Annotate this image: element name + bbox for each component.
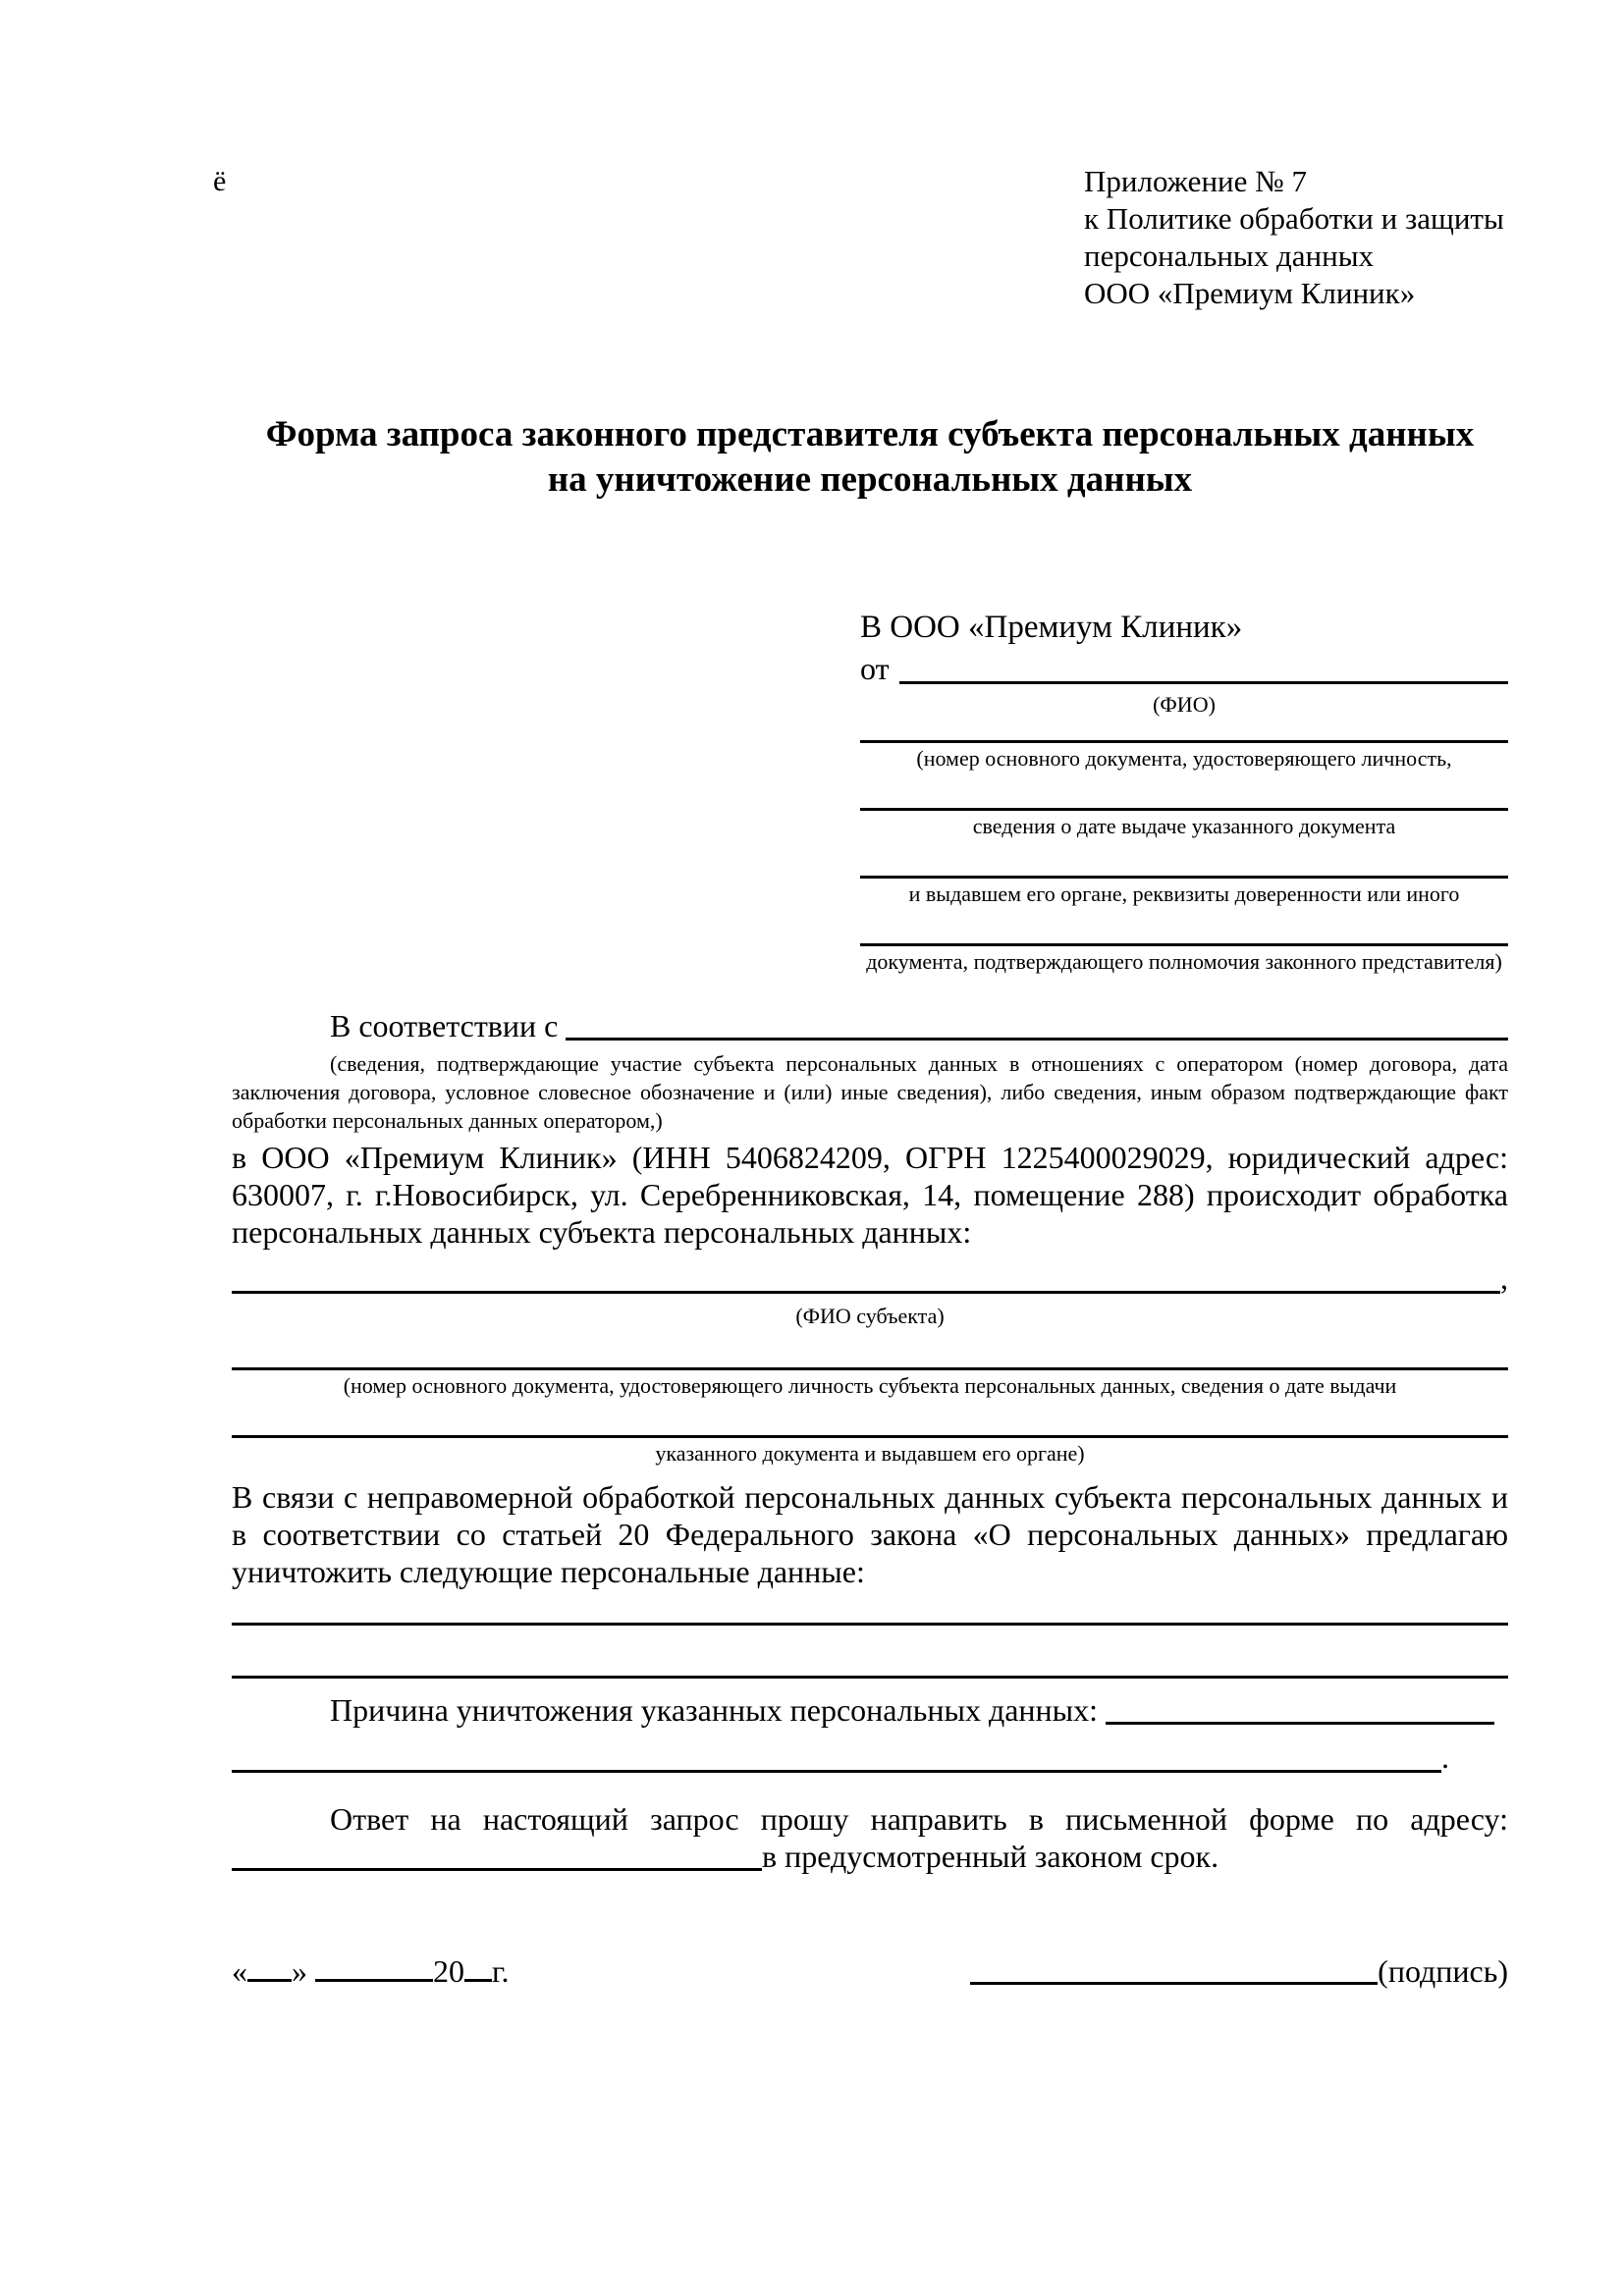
doc-info-caption-4: документа, подтверждающего полномочия законного представителя) bbox=[866, 949, 1502, 974]
signature-row bbox=[232, 1951, 1508, 1991]
operator-paragraph: в ООО «Премиум Клиник» (ИНН 5406824209, ОГРН 1225400029029, юридический адрес: 630007, г. г.Новосибирск, ул. Серебренниковская, 14, помещение 288) происходит обработка персональных данных субъекта персональных данных: bbox=[232, 1140, 1508, 1250]
reason-blank-line bbox=[1106, 1690, 1494, 1725]
subject-doc-caption-2: указанного документа и выдавшем его органе) bbox=[655, 1441, 1085, 1466]
form-title-line-2: на уничтожение персональных данных bbox=[547, 459, 1193, 500]
trailing-comma: , bbox=[1500, 1260, 1508, 1296]
accordance-note: (сведения, подтверждающие участие субъекта персональных данных в отношениях с оператором (номер договора, дата заключения договора, условное словесное обозначение и (или) иные сведения), либо сведения, иным образом подтверждающие факт обработки персональных данных оператором,) bbox=[232, 1051, 1508, 1133]
accordance-label: В соответствии с bbox=[330, 1008, 559, 1043]
from-row bbox=[860, 648, 1508, 689]
addressee-organization: В ООО «Премиум Клиник» bbox=[860, 610, 1243, 645]
form-title-line-1: Форма запроса законного представителя субъекта персональных данных bbox=[265, 414, 1475, 454]
data-blank-line-1 bbox=[232, 1614, 1508, 1626]
date-year-suffix: г. bbox=[492, 1953, 510, 1989]
date-quote-open: « bbox=[232, 1953, 247, 1989]
doc-info-blank-3 bbox=[860, 867, 1508, 879]
doc-info-blank-1 bbox=[860, 731, 1508, 743]
reply-address-blank bbox=[232, 1838, 762, 1871]
accordance-blank-line bbox=[566, 1006, 1508, 1041]
reply-tail: в предусмотренный законом срок. bbox=[762, 1839, 1219, 1874]
appendix-line-2: к Политике обработки и защиты bbox=[1084, 201, 1504, 236]
reason-continuation-blank bbox=[232, 1737, 1441, 1773]
stray-char: ё bbox=[213, 165, 227, 197]
appendix-line-1: Приложение № 7 bbox=[1084, 164, 1307, 198]
date-year-blank bbox=[464, 1952, 492, 1982]
demand-paragraph: В связи с неправомерной обработкой персональных данных субъекта персональных данных и в соответствии со статьей 20 Федерального закона «О персональных данных» предлагаю уничтожить следующие персональные данные: bbox=[232, 1479, 1508, 1589]
subject-fio-caption: (ФИО субъекта) bbox=[795, 1304, 945, 1328]
subject-doc-blank-1 bbox=[232, 1359, 1508, 1370]
subject-fio-blank-line bbox=[232, 1258, 1500, 1294]
reason-continuation-row bbox=[232, 1737, 1508, 1781]
doc-info-blank-2 bbox=[860, 799, 1508, 811]
signature-caption: (подпись) bbox=[1378, 1953, 1508, 1989]
reply-paragraph: Ответ на настоящий запрос прошу направить в письменной форме по адресу: bbox=[330, 1801, 1508, 1837]
reason-label: Причина уничтожения указанных персональных данных: bbox=[330, 1692, 1099, 1728]
date-field bbox=[232, 1951, 510, 1991]
document-content bbox=[232, 0, 1508, 1991]
subject-doc-caption-1: (номер основного документа, удостоверяющего личность субъекта персональных данных, сведения о дате выдачи bbox=[343, 1373, 1397, 1398]
reason-row bbox=[232, 1690, 1508, 1730]
subject-doc-blank-2 bbox=[232, 1426, 1508, 1438]
doc-info-caption-2: сведения о дате выдаче указанного документа bbox=[972, 814, 1396, 838]
reply-address-row bbox=[232, 1838, 1508, 1877]
form-title bbox=[232, 412, 1508, 503]
appendix-line-3: персональных данных bbox=[1084, 239, 1375, 273]
date-quote-close: » bbox=[292, 1953, 307, 1989]
date-day-blank bbox=[247, 1952, 292, 1982]
doc-info-blank-4 bbox=[860, 934, 1508, 946]
doc-info-caption-1: (номер основного документа, удостоверяющего личность, bbox=[916, 746, 1452, 771]
signature-field bbox=[970, 1951, 1508, 1991]
accordance-row bbox=[232, 1006, 1508, 1045]
doc-info-caption-3: и выдавшем его органе, реквизиты доверенности или иного bbox=[908, 881, 1460, 906]
fio-blank-line bbox=[899, 648, 1508, 684]
trailing-period: . bbox=[1441, 1739, 1449, 1775]
date-month-blank bbox=[315, 1952, 433, 1982]
from-label: от bbox=[860, 651, 890, 686]
subject-fio-row bbox=[232, 1258, 1508, 1302]
fio-caption: (ФИО) bbox=[1153, 692, 1216, 717]
data-blank-line-2 bbox=[232, 1667, 1508, 1679]
appendix-line-4: ООО «Премиум Клиник» bbox=[1084, 276, 1416, 310]
signature-blank-line bbox=[970, 1951, 1378, 1985]
addressee-block bbox=[860, 607, 1508, 975]
date-year-prefix: 20 bbox=[433, 1953, 464, 1989]
